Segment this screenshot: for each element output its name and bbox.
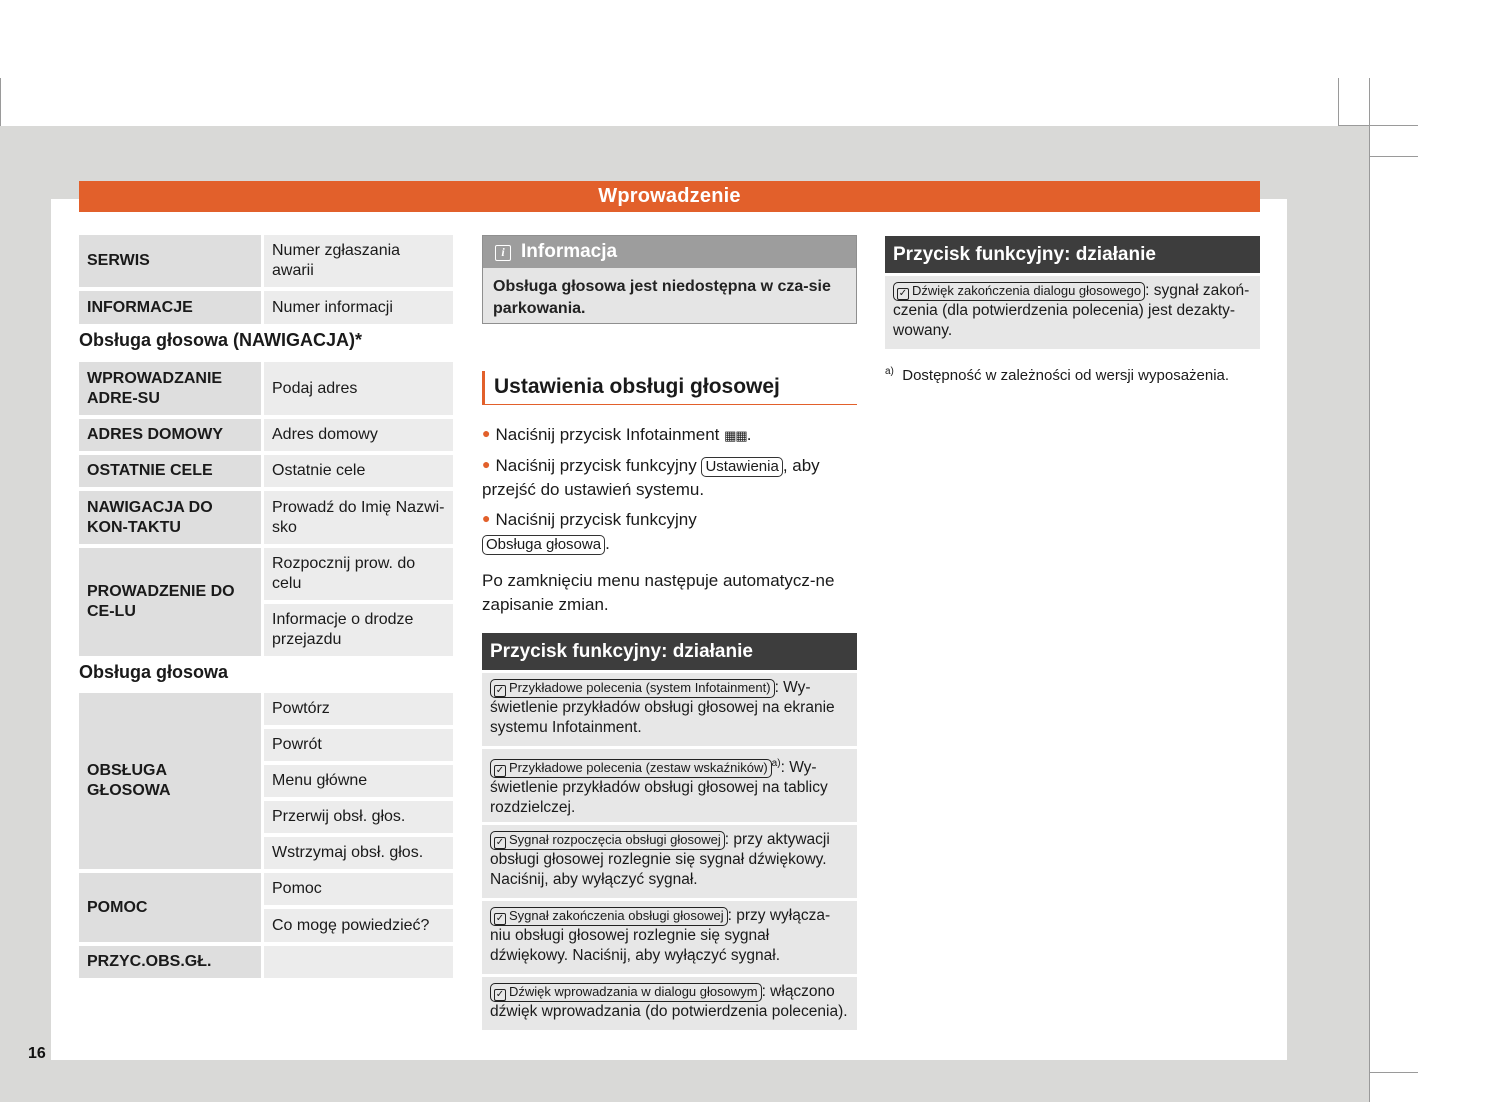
step-1 xyxy=(482,421,857,448)
table-row xyxy=(79,455,453,487)
table-key: PRZYC.OBS.GŁ. xyxy=(79,946,264,978)
function-tag: ✓ Sygnał zakończenia obsługi głosowej xyxy=(490,907,728,926)
bullet-icon: ● xyxy=(482,510,491,526)
table-key: ADRES DOMOWY xyxy=(79,419,264,451)
step-3 xyxy=(482,506,857,556)
footnote-mark: a) xyxy=(885,366,894,377)
closing-paragraph: Po zamknięciu menu następuje automatycz-ne zapisanie zmian. xyxy=(482,571,835,614)
function-tag: ✓ Przykładowe polecenia (system Infotainment) xyxy=(490,679,775,698)
function-table-header: Przycisk funkcyjny: działanie xyxy=(482,633,857,670)
table-value: Adres domowy xyxy=(264,419,453,451)
table-key: WPROWADZANIE ADRE-SU xyxy=(79,362,264,415)
checkbox-icon: ✓ xyxy=(898,288,908,299)
table-row xyxy=(79,873,453,905)
table-value: Przerwij obsł. głos. xyxy=(264,801,453,833)
function-tag: ✓ Sygnał rozpoczęcia obsługi głosowej xyxy=(490,831,725,850)
function-table-right xyxy=(885,236,1260,349)
function-table xyxy=(482,633,857,1030)
function-table-header: Przycisk funkcyjny: działanie xyxy=(885,236,1260,273)
crop-mark xyxy=(1369,156,1418,157)
bullet-icon: ● xyxy=(482,425,491,441)
voice-button-label: Obsługa głosowa xyxy=(482,535,605,555)
table-key: SERWIS xyxy=(79,235,264,287)
footnote-ref: a) xyxy=(771,758,781,769)
bullet-icon: ● xyxy=(482,456,491,472)
step-2 xyxy=(482,452,857,502)
step-text: . xyxy=(746,425,752,444)
checkbox-icon: ✓ xyxy=(495,837,505,848)
infotainment-grid-icon: ▦▦ xyxy=(724,428,747,443)
table-row xyxy=(79,362,453,415)
crop-mark xyxy=(1338,125,1418,126)
table-row xyxy=(79,419,453,451)
voice-table xyxy=(79,693,453,982)
step-text: Naciśnij przycisk funkcyjny xyxy=(495,510,697,529)
settings-section-title: Ustawienia obsługi głosowej xyxy=(482,371,857,405)
table-value: Ostatnie cele xyxy=(264,455,453,487)
service-table xyxy=(79,235,453,328)
checkbox-icon: ✓ xyxy=(495,765,505,777)
table-key: OBSŁUGA GŁOSOWA xyxy=(79,693,264,869)
function-tag: ✓ Dźwięk wprowadzania w dialogu głosowym xyxy=(490,983,762,1002)
chapter-header: Wprowadzenie xyxy=(79,181,1260,212)
footnote-text: Dostępność w zależności od wersji wyposażenia. xyxy=(902,367,1230,384)
crop-mark xyxy=(0,78,1,126)
step-text: , aby przejść do ustawień systemu. xyxy=(482,456,820,499)
table-value xyxy=(264,946,453,978)
function-tag: ✓ Przykładowe polecenia (zestaw wskaźników) xyxy=(490,759,772,778)
voice-section-title: Obsługa głosowa xyxy=(79,662,229,682)
navigation-table xyxy=(79,362,453,660)
crop-mark xyxy=(1369,1072,1418,1073)
info-box xyxy=(482,235,857,324)
table-value: Co mogę powiedzieć? xyxy=(264,909,453,942)
table-value: Rozpocznij prow. do celu xyxy=(264,548,453,600)
function-row: ✓ Dźwięk zakończenia dialogu głosowego : sygnał zakoń-czenia (dla potwierdzenia polecenia) jest dezakty-wowany. xyxy=(885,276,1260,349)
info-title: Informacja xyxy=(521,241,618,262)
checkbox-icon: ✓ xyxy=(495,913,505,924)
info-icon: i xyxy=(495,245,511,261)
settings-button-label: Ustawienia xyxy=(701,457,782,477)
checkbox-icon: ✓ xyxy=(495,989,505,1000)
table-key: NAWIGACJA DO KON-TAKTU xyxy=(79,491,264,544)
table-value: Pomoc xyxy=(264,873,453,905)
table-value: Podaj adres xyxy=(264,362,453,415)
table-value: Prowadź do Imię Nazwi-sko xyxy=(264,491,453,544)
info-body: Obsługa głosowa jest niedostępna w cza-sie parkowania. xyxy=(493,278,831,317)
table-row xyxy=(79,693,453,725)
table-row xyxy=(79,491,453,544)
footnote xyxy=(885,362,1260,386)
checkbox-icon: ✓ xyxy=(495,685,505,696)
page-number: 16 xyxy=(28,1045,46,1062)
table-key: PROWADZENIE DO CE-LU xyxy=(79,548,264,656)
step-text: Naciśnij przycisk funkcyjny xyxy=(495,456,697,475)
function-row: ✓ Sygnał zakończenia obsługi głosowej : przy wyłącza-niu obsługi głosowej rozlegnie się sygnał dźwiękowy. Naciśnij, aby wyłączyć sygnał. xyxy=(482,901,857,974)
step-text: Naciśnij przycisk Infotainment xyxy=(495,425,720,444)
function-row: ✓ Przykładowe polecenia (system Infotainment) : Wy-świetlenie przykładów obsługi głosowej na ekranie systemu Infotainment. xyxy=(482,673,857,746)
function-row: ✓ Dźwięk wprowadzania w dialogu głosowym : włączono dźwięk wprowadzania (do potwierdzenia polecenia). xyxy=(482,977,857,1030)
step-text: . xyxy=(605,534,610,553)
crop-mark xyxy=(1369,78,1370,1102)
table-value: Powtórz xyxy=(264,693,453,725)
table-row xyxy=(79,235,453,287)
info-header xyxy=(483,236,856,268)
table-key: OSTATNIE CELE xyxy=(79,455,264,487)
table-value: Powrót xyxy=(264,729,453,761)
function-tag: ✓ Dźwięk zakończenia dialogu głosowego xyxy=(893,282,1145,301)
table-value: Informacje o drodze przejazdu xyxy=(264,604,453,656)
function-row: ✓ Przykładowe polecenia (zestaw wskaźników) $^{a)}$: Wy-świetlenie przykładów obsługi głosowej na tablicy rozdzielczej. xyxy=(482,749,857,822)
table-key: POMOC xyxy=(79,873,264,942)
table-value: Wstrzymaj obsł. głos. xyxy=(264,837,453,869)
table-row xyxy=(79,946,453,978)
table-row xyxy=(79,291,453,324)
crop-mark xyxy=(1338,78,1339,126)
table-value: Numer zgłaszania awarii xyxy=(264,235,453,287)
table-row xyxy=(79,548,453,600)
table-key: INFORMACJE xyxy=(79,291,264,324)
nav-section-title: Obsługa głosowa (NAWIGACJA)* xyxy=(79,330,363,350)
table-value: Menu główne xyxy=(264,765,453,797)
table-value: Numer informacji xyxy=(264,291,453,324)
function-row: ✓ Sygnał rozpoczęcia obsługi głosowej : przy aktywacji obsługi głosowej rozlegnie się sygnał dźwiękowy. Naciśnij, aby wyłączyć sygnał. xyxy=(482,825,857,898)
